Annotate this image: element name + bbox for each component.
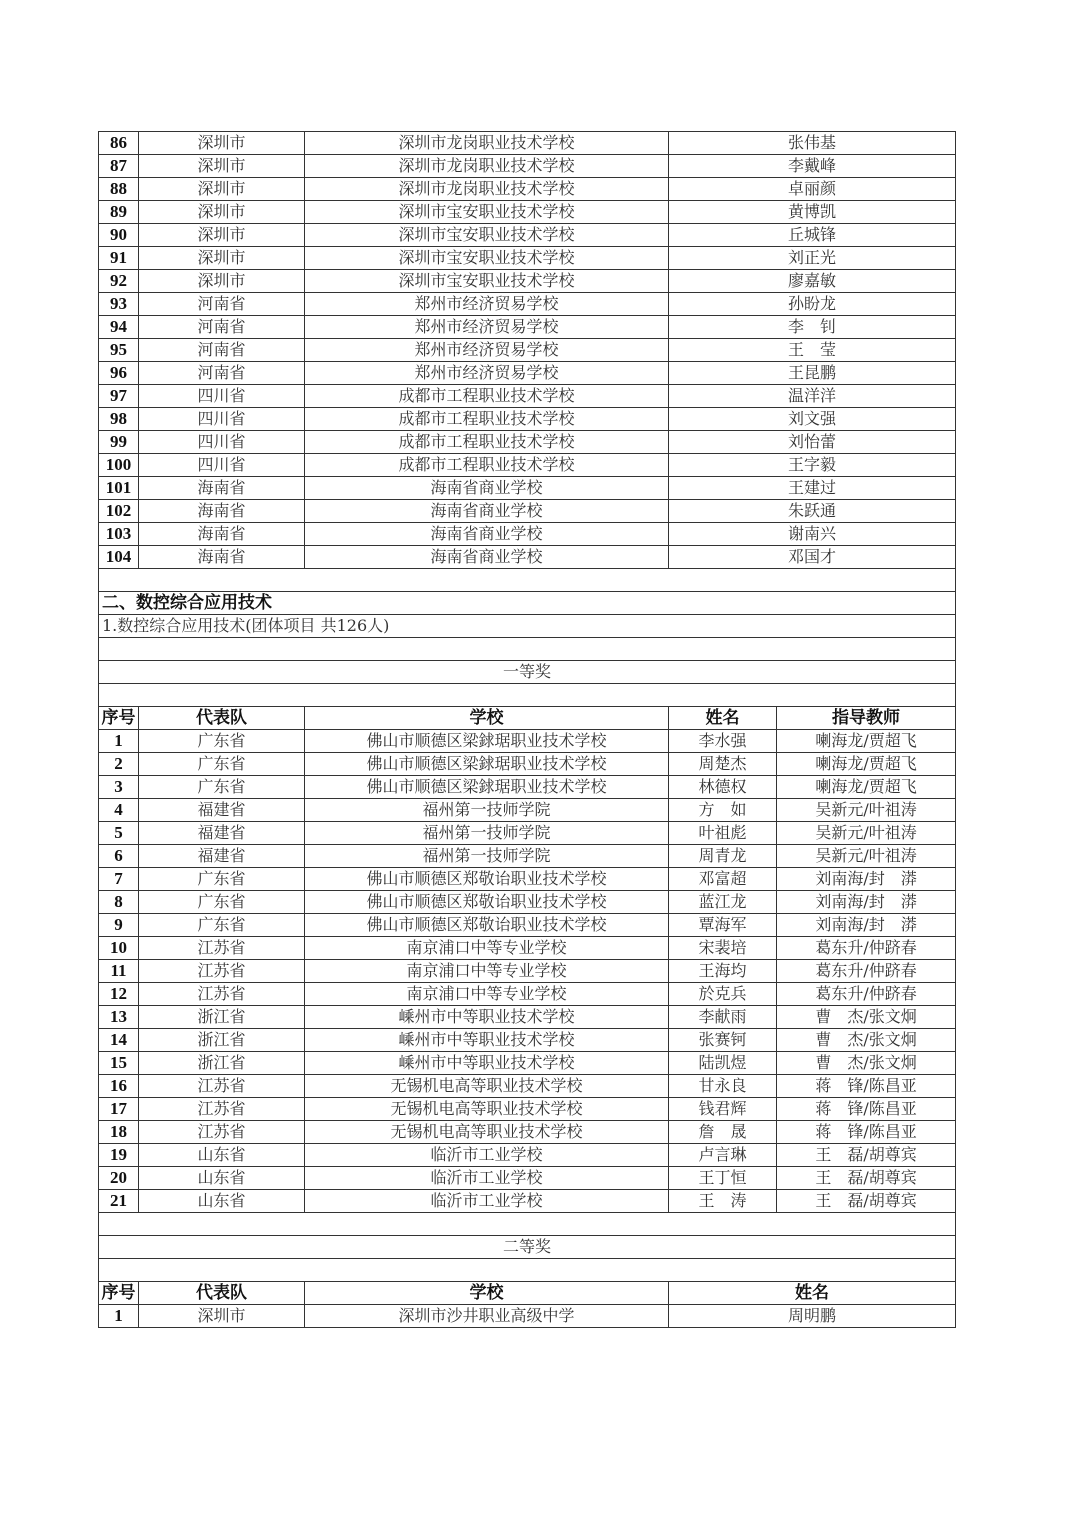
team-cell: 浙江省 [139,1052,305,1075]
school-cell: 佛山市顺德区郑敬诒职业技术学校 [305,868,669,891]
team-cell: 福建省 [139,822,305,845]
row-number: 103 [99,523,139,546]
row-number: 20 [99,1167,139,1190]
school-cell: 成都市工程职业技术学校 [305,385,669,408]
table-row [99,960,956,983]
table-row [99,431,956,454]
blank-cell [99,1213,956,1236]
table-row [99,1305,956,1328]
team-cell: 河南省 [139,339,305,362]
prize-label-row [99,661,956,684]
school-cell: 嵊州市中等职业技术学校 [305,1052,669,1075]
prize-label-row [99,1236,956,1259]
table-row [99,845,956,868]
school-cell: 福州第一技师学院 [305,845,669,868]
school-cell: 无锡机电高等职业技术学校 [305,1075,669,1098]
school-cell: 嵊州市中等职业技术学校 [305,1029,669,1052]
table-row [99,155,956,178]
school-cell: 深圳市宝安职业技术学校 [305,224,669,247]
row-number: 5 [99,822,139,845]
team-cell: 深圳市 [139,224,305,247]
team-cell: 江苏省 [139,983,305,1006]
row-number: 10 [99,937,139,960]
row-number: 104 [99,546,139,569]
header-team: 代表队 [139,1282,305,1305]
row-number: 92 [99,270,139,293]
name-cell: 詹 晟 [669,1121,777,1144]
school-cell: 深圳市龙岗职业技术学校 [305,132,669,155]
table-row [99,730,956,753]
team-cell: 浙江省 [139,1006,305,1029]
team-cell: 江苏省 [139,960,305,983]
school-cell: 成都市工程职业技术学校 [305,408,669,431]
team-cell: 四川省 [139,385,305,408]
blank-row [99,1259,956,1282]
team-cell: 福建省 [139,845,305,868]
header-school: 学校 [305,1282,669,1305]
row-number: 14 [99,1029,139,1052]
team-cell: 广东省 [139,891,305,914]
teacher-cell: 王 磊/胡尊宾 [777,1144,956,1167]
row-number: 13 [99,1006,139,1029]
teacher-cell: 刘南海/封 漭 [777,891,956,914]
table-row [99,546,956,569]
school-cell: 嵊州市中等职业技术学校 [305,1006,669,1029]
team-cell: 江苏省 [139,1121,305,1144]
section-subtitle: 1.数控综合应用技术(团体项目 共126人) [99,615,956,638]
name-cell: 丘城锋 [669,224,956,247]
blank-cell [99,1259,956,1282]
school-cell: 南京浦口中等专业学校 [305,983,669,1006]
name-cell: 李献雨 [669,1006,777,1029]
name-cell: 王海均 [669,960,777,983]
row-number: 1 [99,730,139,753]
row-number: 16 [99,1075,139,1098]
table-row [99,1121,956,1144]
blank-row [99,684,956,707]
school-cell: 深圳市宝安职业技术学校 [305,201,669,224]
row-number: 98 [99,408,139,431]
row-number: 91 [99,247,139,270]
row-number: 21 [99,1190,139,1213]
row-number: 12 [99,983,139,1006]
school-cell: 佛山市顺德区梁銶琚职业技术学校 [305,776,669,799]
row-number: 11 [99,960,139,983]
teacher-cell: 蒋 锋/陈昌亚 [777,1098,956,1121]
table-row [99,270,956,293]
name-cell: 陆凯煜 [669,1052,777,1075]
row-number: 8 [99,891,139,914]
row-number: 89 [99,201,139,224]
table-row [99,1075,956,1098]
team-cell: 浙江省 [139,1029,305,1052]
section-subtitle-row [99,615,956,638]
row-number: 99 [99,431,139,454]
name-cell: 张伟基 [669,132,956,155]
name-cell: 周明鹏 [669,1305,956,1328]
table-row [99,937,956,960]
section-title: 二、数控综合应用技术 [99,592,956,615]
team-cell: 福建省 [139,799,305,822]
row-number: 87 [99,155,139,178]
school-cell: 南京浦口中等专业学校 [305,937,669,960]
header-teacher: 指导教师 [777,707,956,730]
team-cell: 深圳市 [139,247,305,270]
results-table [98,131,956,1328]
table-row [99,293,956,316]
name-cell: 王 莹 [669,339,956,362]
name-cell: 李水强 [669,730,777,753]
header-no: 序号 [99,707,139,730]
row-number: 86 [99,132,139,155]
school-cell: 福州第一技师学院 [305,822,669,845]
team-cell: 江苏省 [139,1075,305,1098]
header-name: 姓名 [669,707,777,730]
table-row [99,247,956,270]
table-row [99,362,956,385]
team-cell: 山东省 [139,1144,305,1167]
team-cell: 四川省 [139,408,305,431]
name-cell: 王建过 [669,477,956,500]
school-cell: 临沂市工业学校 [305,1167,669,1190]
teacher-cell: 刘南海/封 漭 [777,868,956,891]
blank-cell [99,638,956,661]
row-number: 7 [99,868,139,891]
school-cell: 佛山市顺德区梁銶琚职业技术学校 [305,730,669,753]
team-cell: 深圳市 [139,1305,305,1328]
table-row [99,385,956,408]
section-title-row [99,592,956,615]
team-cell: 海南省 [139,500,305,523]
teacher-cell: 蒋 锋/陈昌亚 [777,1121,956,1144]
name-cell: 林德权 [669,776,777,799]
row-number: 97 [99,385,139,408]
header-row [99,707,956,730]
team-cell: 河南省 [139,293,305,316]
name-cell: 方 如 [669,799,777,822]
table-row [99,178,956,201]
teacher-cell: 葛东升/仲跻春 [777,983,956,1006]
teacher-cell: 蒋 锋/陈昌亚 [777,1075,956,1098]
name-cell: 李 钊 [669,316,956,339]
table-row [99,776,956,799]
name-cell: 邓国才 [669,546,956,569]
teacher-cell: 刘南海/封 漭 [777,914,956,937]
name-cell: 王昆鹏 [669,362,956,385]
school-cell: 无锡机电高等职业技术学校 [305,1121,669,1144]
name-cell: 刘正光 [669,247,956,270]
team-cell: 深圳市 [139,178,305,201]
second-prize-label: 二等奖 [99,1236,956,1259]
row-number: 96 [99,362,139,385]
table-row [99,523,956,546]
table-row [99,132,956,155]
school-cell: 深圳市龙岗职业技术学校 [305,155,669,178]
school-cell: 佛山市顺德区梁銶琚职业技术学校 [305,753,669,776]
blank-row [99,638,956,661]
table-row [99,1098,956,1121]
team-cell: 海南省 [139,477,305,500]
name-cell: 钱君辉 [669,1098,777,1121]
name-cell: 卓丽颜 [669,178,956,201]
school-cell: 成都市工程职业技术学校 [305,431,669,454]
table-row [99,316,956,339]
header-school: 学校 [305,707,669,730]
blank-row [99,569,956,592]
table-row [99,201,956,224]
name-cell: 覃海军 [669,914,777,937]
table-row [99,1144,956,1167]
school-cell: 福州第一技师学院 [305,799,669,822]
table-row [99,1029,956,1052]
school-cell: 海南省商业学校 [305,546,669,569]
school-cell: 海南省商业学校 [305,477,669,500]
row-number: 19 [99,1144,139,1167]
teacher-cell: 曹 杰/张文炯 [777,1052,956,1075]
teacher-cell: 王 磊/胡尊宾 [777,1167,956,1190]
name-cell: 王字毅 [669,454,956,477]
school-cell: 成都市工程职业技术学校 [305,454,669,477]
school-cell: 南京浦口中等专业学校 [305,960,669,983]
team-cell: 山东省 [139,1167,305,1190]
table-row [99,983,956,1006]
school-cell: 郑州市经济贸易学校 [305,339,669,362]
table-row [99,477,956,500]
team-cell: 广东省 [139,868,305,891]
first-prize-label: 一等奖 [99,661,956,684]
teacher-cell: 吴新元/叶祖涛 [777,799,956,822]
team-cell: 江苏省 [139,1098,305,1121]
table-row [99,1052,956,1075]
team-cell: 四川省 [139,454,305,477]
team-cell: 海南省 [139,523,305,546]
table-row [99,454,956,477]
team-cell: 海南省 [139,546,305,569]
school-cell: 深圳市龙岗职业技术学校 [305,178,669,201]
teacher-cell: 曹 杰/张文炯 [777,1029,956,1052]
name-cell: 李戴峰 [669,155,956,178]
table-row [99,822,956,845]
team-cell: 河南省 [139,316,305,339]
team-cell: 深圳市 [139,201,305,224]
table-row [99,408,956,431]
teacher-cell: 喇海龙/贾超飞 [777,730,956,753]
name-cell: 周楚杰 [669,753,777,776]
name-cell: 朱跃通 [669,500,956,523]
name-cell: 宋裴培 [669,937,777,960]
blank-cell [99,569,956,592]
blank-row [99,1213,956,1236]
row-number: 3 [99,776,139,799]
row-number: 100 [99,454,139,477]
school-cell: 深圳市宝安职业技术学校 [305,247,669,270]
name-cell: 廖嘉敏 [669,270,956,293]
name-cell: 蓝江龙 [669,891,777,914]
school-cell: 佛山市顺德区郑敬诒职业技术学校 [305,914,669,937]
school-cell: 佛山市顺德区郑敬诒职业技术学校 [305,891,669,914]
name-cell: 邓富超 [669,868,777,891]
row-number: 95 [99,339,139,362]
name-cell: 王丁恒 [669,1167,777,1190]
table-row [99,500,956,523]
name-cell: 周青龙 [669,845,777,868]
row-number: 4 [99,799,139,822]
row-number: 94 [99,316,139,339]
school-cell: 郑州市经济贸易学校 [305,293,669,316]
school-cell: 深圳市宝安职业技术学校 [305,270,669,293]
teacher-cell: 曹 杰/张文炯 [777,1006,956,1029]
table-row [99,1190,956,1213]
row-number: 1 [99,1305,139,1328]
name-cell: 温洋洋 [669,385,956,408]
team-cell: 广东省 [139,776,305,799]
row-number: 2 [99,753,139,776]
school-cell: 海南省商业学校 [305,500,669,523]
teacher-cell: 葛东升/仲跻春 [777,937,956,960]
team-cell: 河南省 [139,362,305,385]
blank-cell [99,684,956,707]
name-cell: 谢南兴 [669,523,956,546]
table-row [99,224,956,247]
school-cell: 无锡机电高等职业技术学校 [305,1098,669,1121]
team-cell: 江苏省 [139,937,305,960]
table-row [99,1006,956,1029]
teacher-cell: 吴新元/叶祖涛 [777,845,956,868]
name-cell: 卢言琳 [669,1144,777,1167]
row-number: 102 [99,500,139,523]
row-number: 101 [99,477,139,500]
row-number: 15 [99,1052,139,1075]
row-number: 90 [99,224,139,247]
school-cell: 郑州市经济贸易学校 [305,362,669,385]
name-cell: 刘怡蕾 [669,431,956,454]
header-name: 姓名 [669,1282,956,1305]
name-cell: 黄博凯 [669,201,956,224]
row-number: 6 [99,845,139,868]
school-cell: 临沂市工业学校 [305,1144,669,1167]
name-cell: 甘永良 [669,1075,777,1098]
row-number: 93 [99,293,139,316]
header-no: 序号 [99,1282,139,1305]
team-cell: 广东省 [139,730,305,753]
header-row [99,1282,956,1305]
teacher-cell: 葛东升/仲跻春 [777,960,956,983]
team-cell: 深圳市 [139,132,305,155]
name-cell: 於克兵 [669,983,777,1006]
table-row [99,339,956,362]
team-cell: 深圳市 [139,155,305,178]
name-cell: 孙盼龙 [669,293,956,316]
team-cell: 广东省 [139,753,305,776]
school-cell: 深圳市沙井职业高级中学 [305,1305,669,1328]
school-cell: 海南省商业学校 [305,523,669,546]
header-team: 代表队 [139,707,305,730]
teacher-cell: 吴新元/叶祖涛 [777,822,956,845]
school-cell: 郑州市经济贸易学校 [305,316,669,339]
teacher-cell: 喇海龙/贾超飞 [777,776,956,799]
name-cell: 王 涛 [669,1190,777,1213]
row-number: 18 [99,1121,139,1144]
row-number: 17 [99,1098,139,1121]
teacher-cell: 喇海龙/贾超飞 [777,753,956,776]
team-cell: 山东省 [139,1190,305,1213]
team-cell: 广东省 [139,914,305,937]
table-row [99,914,956,937]
table-row [99,799,956,822]
table-row [99,1167,956,1190]
team-cell: 四川省 [139,431,305,454]
row-number: 9 [99,914,139,937]
name-cell: 张赛钶 [669,1029,777,1052]
name-cell: 刘文强 [669,408,956,431]
table-row [99,891,956,914]
school-cell: 临沂市工业学校 [305,1190,669,1213]
row-number: 88 [99,178,139,201]
table-row [99,753,956,776]
table-row [99,868,956,891]
teacher-cell: 王 磊/胡尊宾 [777,1190,956,1213]
name-cell: 叶祖彪 [669,822,777,845]
team-cell: 深圳市 [139,270,305,293]
